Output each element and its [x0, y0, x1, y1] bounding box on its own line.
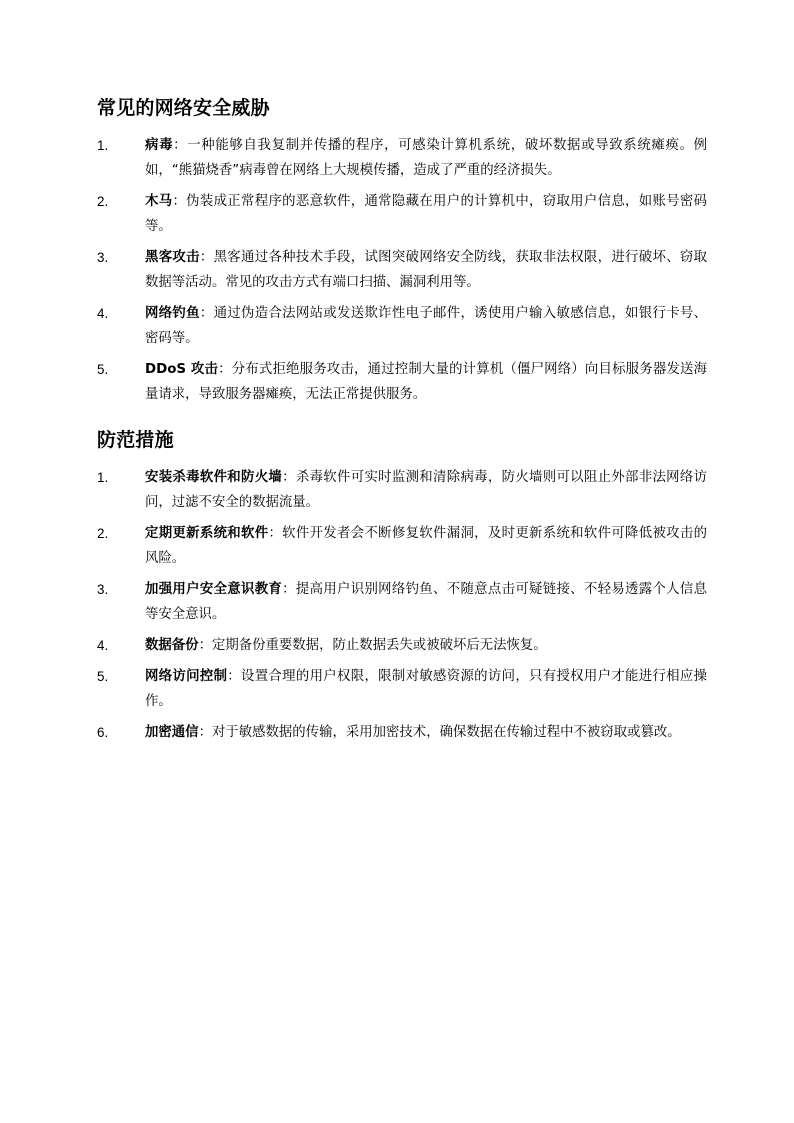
- item-description: 通过伪造合法网站或发送欺诈性电子邮件，诱使用户输入敏感信息，如银行卡号、密码等。: [145, 306, 708, 346]
- item-term: 定期更新系统和软件: [145, 526, 269, 541]
- item-term: 病毒: [145, 138, 174, 153]
- list-item: [97, 301, 707, 351]
- item-description: 软件开发者会不断修复软件漏洞，及时更新系统和软件可降低被攻击的风险。: [145, 526, 708, 566]
- item-term: 木马: [145, 194, 173, 209]
- item-description: 黑客通过各种技术手段，试图突破网络安全防线，获取非法权限，进行破坏、窃取数据等活动。常见的攻击方式有端口扫描、漏洞利用等。: [145, 250, 708, 290]
- section-title-measures: 防范措施: [97, 429, 174, 451]
- item-term: 安装杀毒软件和防火墙: [145, 470, 283, 485]
- list-item: [97, 577, 707, 627]
- list-item: [97, 664, 707, 714]
- list-number: 5.: [97, 669, 109, 684]
- item-term: DDoS 攻击: [145, 362, 219, 377]
- item-description: 对于敏感数据的传输，采用加密技术，确保数据在传输过程中不被窃取或篡改。: [211, 725, 681, 740]
- list-item: [97, 245, 707, 295]
- list-number: 3.: [97, 250, 109, 265]
- list-item: [97, 189, 707, 239]
- list-number: 2.: [97, 194, 109, 209]
- item-separator: ：: [218, 362, 232, 377]
- item-term: 网络钓鱼: [145, 306, 200, 321]
- list-number: 1.: [97, 138, 109, 153]
- list-number: 6.: [97, 725, 109, 740]
- list-number: 1.: [97, 470, 109, 485]
- item-term: 网络访问控制: [145, 669, 228, 684]
- item-description: 设置合理的用户权限，限制对敏感资源的访问，只有授权用户才能进行相应操作。: [145, 669, 708, 709]
- item-description: 伪装成正常程序的恶意软件，通常隐藏在用户的计算机中，窃取用户信息，如账号密码等。: [145, 194, 708, 234]
- item-separator: ：: [199, 306, 214, 321]
- threats-list: [97, 133, 707, 407]
- list-item: [97, 465, 707, 515]
- list-number: 4.: [97, 306, 109, 321]
- list-number: 3.: [97, 582, 109, 597]
- list-item: [97, 357, 707, 407]
- section-threats: [97, 95, 707, 407]
- measures-list: [97, 465, 707, 745]
- list-item: [97, 521, 707, 571]
- item-description: 定期备份重要数据，防止数据丢失或被破坏后无法恢复。: [211, 638, 547, 653]
- item-separator: ：: [282, 582, 296, 597]
- list-item: [97, 133, 707, 183]
- list-item: [97, 720, 707, 745]
- item-description: 分布式拒绝服务攻击，通过控制大量的计算机（僵尸网络）向目标服务器发送海量请求，导致服务器瘫痪，无法正常提供服务。: [145, 362, 707, 402]
- item-separator: ：: [199, 250, 214, 265]
- item-description: 杀毒软件可实时监测和清除病毒，防火墙则可以阻止外部非法网络访问，过滤不安全的数据流量。: [145, 470, 708, 510]
- list-item: [97, 633, 707, 658]
- item-separator: ：: [198, 725, 212, 740]
- item-description: 一种能够自我复制并传播的程序，可感染计算机系统，破坏数据或导致系统瘫痪。例如，“熊猫烧香”病毒曾在网络上大规模传播，造成了严重的经济损失。: [145, 138, 708, 178]
- item-separator: ：: [198, 638, 212, 653]
- list-number: 5.: [97, 362, 109, 377]
- item-term: 加密通信: [145, 725, 199, 740]
- item-description: 提高用户识别网络钓鱼、不随意点击可疑链接、不轻易透露个人信息等安全意识。: [145, 582, 708, 622]
- item-term: 数据备份: [145, 638, 199, 653]
- section-measures: [97, 427, 707, 745]
- item-term: 黑客攻击: [145, 250, 200, 265]
- item-term: 加强用户安全意识教育: [145, 582, 283, 597]
- item-separator: ：: [173, 138, 188, 153]
- item-separator: ：: [227, 669, 242, 684]
- list-number: 2.: [97, 526, 109, 541]
- item-separator: ：: [268, 526, 283, 541]
- item-separator: ：: [172, 194, 187, 209]
- section-title-threats: 常见的网络安全威胁: [97, 97, 270, 119]
- item-separator: ：: [282, 470, 296, 485]
- list-number: 4.: [97, 638, 109, 653]
